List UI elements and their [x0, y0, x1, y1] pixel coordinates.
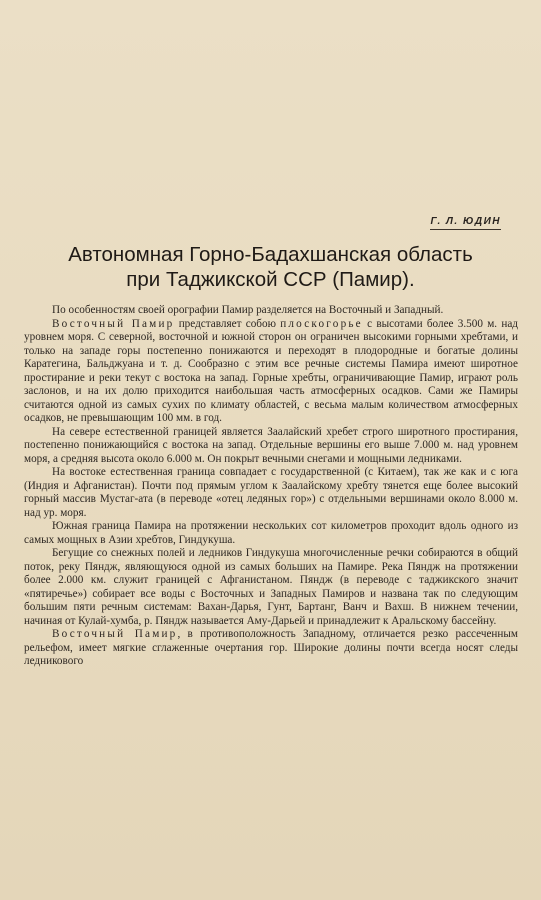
paragraph-text: Южная граница Памира на протяжении нескольких сот километров проходит вдоль одного из самых мощных в Азии хребтов, Гиндукуша. [24, 520, 518, 546]
spaced-term: Восточный Памир [52, 317, 175, 330]
paragraph [24, 547, 518, 628]
article-title [30, 242, 511, 292]
author-name: Г. Л. ЮДИН [430, 216, 501, 230]
paragraph-text: Бегущие со снежных полей и ледников Гиндукуша многочисленные речки собираются в общий поток, реку Пяндж, являющуюся одной из самых больших на Памире. Река Пяндж на протяжении более 2.000 км. служит границей с Афганистаном. Пяндж (в переводе с таджикского значит «пятиречье») собирает все воды с Восточных и Западных Памиров и названа так по следующим большим пяти речным системам: Вахан-Дарья, Гунт, Бартанг, Ванч и Вахш. В нижнем течении, начиная от Кулай-хумба, р. Пяндж называется Аму-Дарьей и принадлежит к Аральскому бассейну. [24, 547, 518, 627]
spaced-term: Восточный Памир [52, 628, 178, 640]
paragraph-text: представляет собою [174, 317, 281, 330]
paragraph [24, 304, 518, 318]
title-line-2: при Таджикской ССР (Памир). [126, 268, 415, 291]
paragraph [24, 466, 518, 520]
paragraph [24, 628, 518, 669]
paragraph-text: На востоке естественная граница совпадает с государственной (с Китаем), так же как и с юга (Индия и Афганистан). Почти под прямым углом к Заалайскому хребту тянется еще более высокий горный массив Мустаг-ата (в переводе «отец ледяных гор») с отдельными вершинами около 8.000 м. над ур. моря. [24, 466, 518, 519]
spaced-term: плоскогорье [280, 317, 363, 330]
article-body [24, 304, 518, 669]
paragraph [24, 520, 518, 547]
paragraph-text: На севере естественной границей является Заалайский хребет строго широтного простирания, постепенно понижающийся с востока на запад. Отдельные вершины его выше 7.000 м. над уровнем моря, а средняя высота около 6.000 м. Он покрыт вечными снегами и мощными ледниками. [24, 425, 518, 465]
paragraph [24, 426, 518, 467]
paragraph-text: По особенностям своей орографии Памир разделяется на Восточный и Западный. [52, 304, 444, 316]
title-line-1: Автономная Горно-Бадахшанская область [68, 243, 473, 266]
paragraph [24, 318, 518, 426]
paragraph-text: с высотами более 3.500 м. над уровнем моря. С северной, восточной и южной сторон он ограничен высокими горными хребтами, и только на западе горы постепенно понижаются и переходят в плодородные и богатые долины Каратегина, Бальджуана и т. д. Сообразно с этим все речные системы Памира имеют широтное простирание и реки текут с востока на запад. Горные хребты, ограничивающие Памир, играют роль заслонов, и на их долю приходится наибольшая часть атмосферных осадков. Сами же Памиры считаются одной из самых сухих по климату областей, с весьма малым количеством атмосферных осадков, не превышающим 100 мм. в год. [24, 317, 518, 424]
paragraph-text: , в противоположность Западному, отличается резко рассеченным рельефом, имеет мягкие сглаженные очертания гор. Широкие долины почти всегда носят следы ледникового [24, 628, 518, 667]
